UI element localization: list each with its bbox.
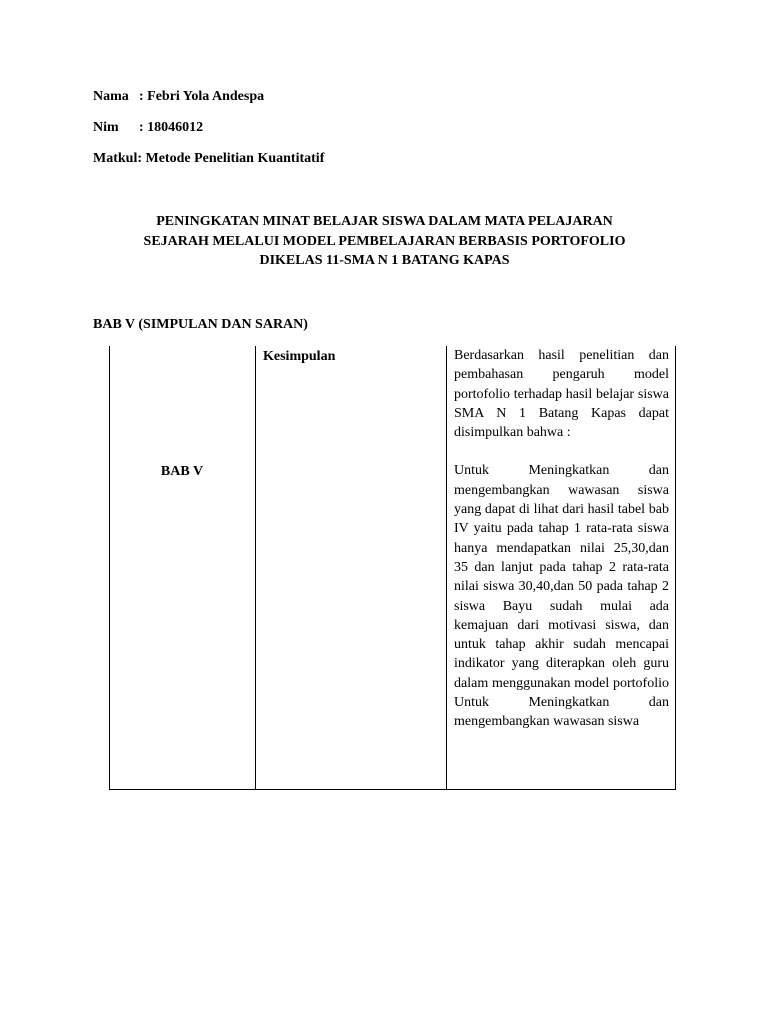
title-line-1: PENINGKATAN MINAT BELAJAR SISWA DALAM MATA PELAJARAN xyxy=(156,214,613,229)
course-label: Matkul: xyxy=(93,151,142,166)
conclusion-text-cell xyxy=(454,346,669,732)
student-id-line xyxy=(93,119,203,137)
chapter-cell: BAB V xyxy=(160,464,204,479)
conclusion-paragraph-2: Untuk Meningkatkan dan mengembangkan wawasan siswa yang dapat di lihat dari hasil tabel bab IV yaitu pada tahap 1 rata-rata siswa hanya mendapatkan nilai 25,30,dan 35 dan lanjut pada tahap 2 rata-rata nilai siswa 30,40,dan 50 pada tahap 2 siswa Bayu sudah mulai ada kemajuan dari motivasi siswa, dan untuk tahap akhir sudah mencapai indikator yang diterapkan oleh guru dalam menggunakan model portofolio Untuk Meningkatkan dan mengembangkan wawasan siswa xyxy=(454,463,669,730)
conclusion-label-cell: Kesimpulan xyxy=(263,349,336,364)
table-divider-2 xyxy=(446,346,447,790)
course-line xyxy=(93,150,324,168)
student-name-line xyxy=(93,88,264,106)
course-value: Metode Penelitian Kuantitatif xyxy=(145,151,325,166)
document-title xyxy=(93,212,676,271)
table-border-right xyxy=(675,346,676,790)
title-line-2: SEJARAH MELALUI MODEL PEMBELAJARAN BERBASIS PORTOFOLIO xyxy=(143,233,626,249)
nim-label: Nim xyxy=(93,120,119,135)
nim-value: : 18046012 xyxy=(139,120,204,135)
name-label: Nama xyxy=(93,89,129,104)
table-border-left xyxy=(109,346,110,790)
name-value: : Febri Yola Andespa xyxy=(139,89,265,104)
conclusion-table xyxy=(109,346,676,790)
section-heading: BAB V (SIMPULAN DAN SARAN) xyxy=(93,317,308,332)
table-border-bottom xyxy=(109,789,676,790)
title-line-3: DIKELAS 11-SMA N 1 BATANG KAPAS xyxy=(259,253,510,268)
table-divider-1 xyxy=(255,346,256,790)
conclusion-paragraph-1: Berdasarkan hasil penelitian dan pembahasan pengaruh model portofolio terhadap hasil belajar siswa SMA N 1 Batang Kapas dapat disimpulkan bahwa : xyxy=(454,348,669,441)
